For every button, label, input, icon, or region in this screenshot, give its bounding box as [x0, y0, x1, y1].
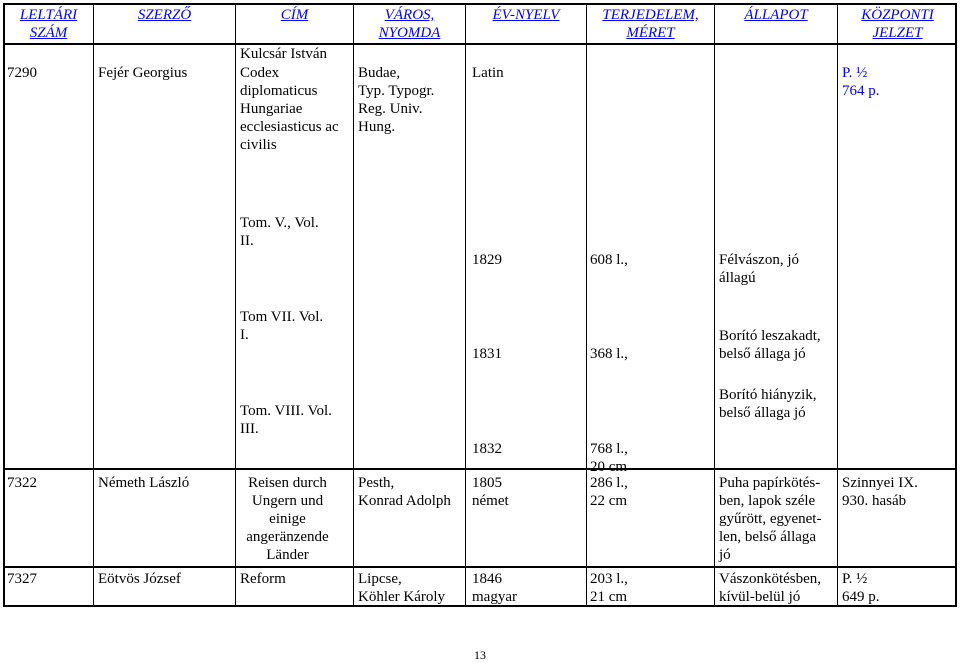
extent-size: 286 l., 22 cm — [590, 475, 628, 509]
language: Latin — [472, 65, 504, 81]
publisher: Budae, Typ. Typogr. Reg. Univ. Hung. — [358, 65, 435, 135]
book-title: Reform — [240, 571, 286, 587]
author-name: Fejér Georgius — [98, 65, 188, 81]
condition-note: Borító leszakadt, belső állaga jó — [719, 328, 821, 362]
publication-year: 1831 — [472, 346, 502, 362]
column-divider — [235, 3, 236, 607]
column-divider — [93, 3, 94, 607]
extent-size: 203 l., 21 cm — [590, 571, 628, 605]
editor-name: Kulcsár István — [240, 46, 328, 62]
row-separator — [3, 566, 957, 568]
column-divider — [714, 3, 715, 607]
condition-note: Borító hiányzik, belső állaga jó — [719, 387, 817, 421]
header-separator — [3, 43, 957, 45]
volume-label: Tom VII. Vol. I. — [240, 309, 324, 343]
page-count: 608 l., — [590, 252, 628, 268]
column-divider — [353, 3, 354, 607]
condition-note: Félvászon, jó állagú — [719, 252, 799, 286]
shelfmark: P. ½ 764 p. — [842, 65, 880, 99]
book-title: Reisen durch Ungern und einige angeränzende Länder — [246, 475, 329, 563]
author-name: Németh László — [98, 475, 190, 491]
extent-size: 768 l., 20 cm — [590, 441, 628, 475]
volume-label: Tom. VIII. Vol. III. — [240, 403, 332, 437]
volume-label: Tom. V., Vol. II. — [240, 215, 319, 249]
page-count: 368 l., — [590, 346, 628, 362]
publisher: Pesth, Konrad Adolph — [358, 475, 451, 509]
row-separator — [3, 468, 957, 470]
column-divider — [837, 3, 838, 607]
condition-note: Vászonkötésben, kívül-belül jó — [719, 571, 822, 605]
header-extent: TERJEDELEM, MÉRET — [602, 7, 699, 41]
book-title: Codex diplomaticus Hungariae ecclesiasticus ac civilis — [240, 65, 339, 153]
header-city: VÁROS, NYOMDA — [378, 7, 441, 41]
header-year-lang: ÉV-NYELV — [492, 7, 560, 23]
publication-year: 1832 — [472, 441, 502, 457]
header-author: SZERZŐ — [137, 7, 192, 23]
inventory-number: 7327 — [7, 571, 37, 587]
author-name: Eötvös József — [98, 571, 181, 587]
header-shelfmark: KÖZPONTI JELZET — [861, 7, 934, 41]
header-inventory: LELTÁRI SZÁM — [19, 7, 78, 41]
page-number: 13 — [474, 648, 486, 662]
header-title: CÍM — [280, 7, 309, 23]
inventory-number: 7322 — [7, 475, 37, 491]
column-divider — [465, 3, 466, 607]
publisher: Lipcse, Köhler Károly — [358, 571, 446, 605]
shelfmark: P. ½ 649 p. — [842, 571, 880, 605]
shelfmark: Szinnyei IX. 930. hasáb — [842, 475, 918, 509]
year-language: 1805 német — [472, 475, 509, 509]
condition-note: Puha papírkötés- ben, lapok széle gyűrött, egyenet- len, belső állaga jó — [719, 475, 822, 563]
publication-year: 1829 — [472, 252, 502, 268]
header-condition: ÁLLAPOT — [744, 7, 808, 23]
inventory-number: 7290 — [7, 65, 37, 81]
column-divider — [586, 3, 587, 607]
year-language: 1846 magyar — [472, 571, 517, 605]
